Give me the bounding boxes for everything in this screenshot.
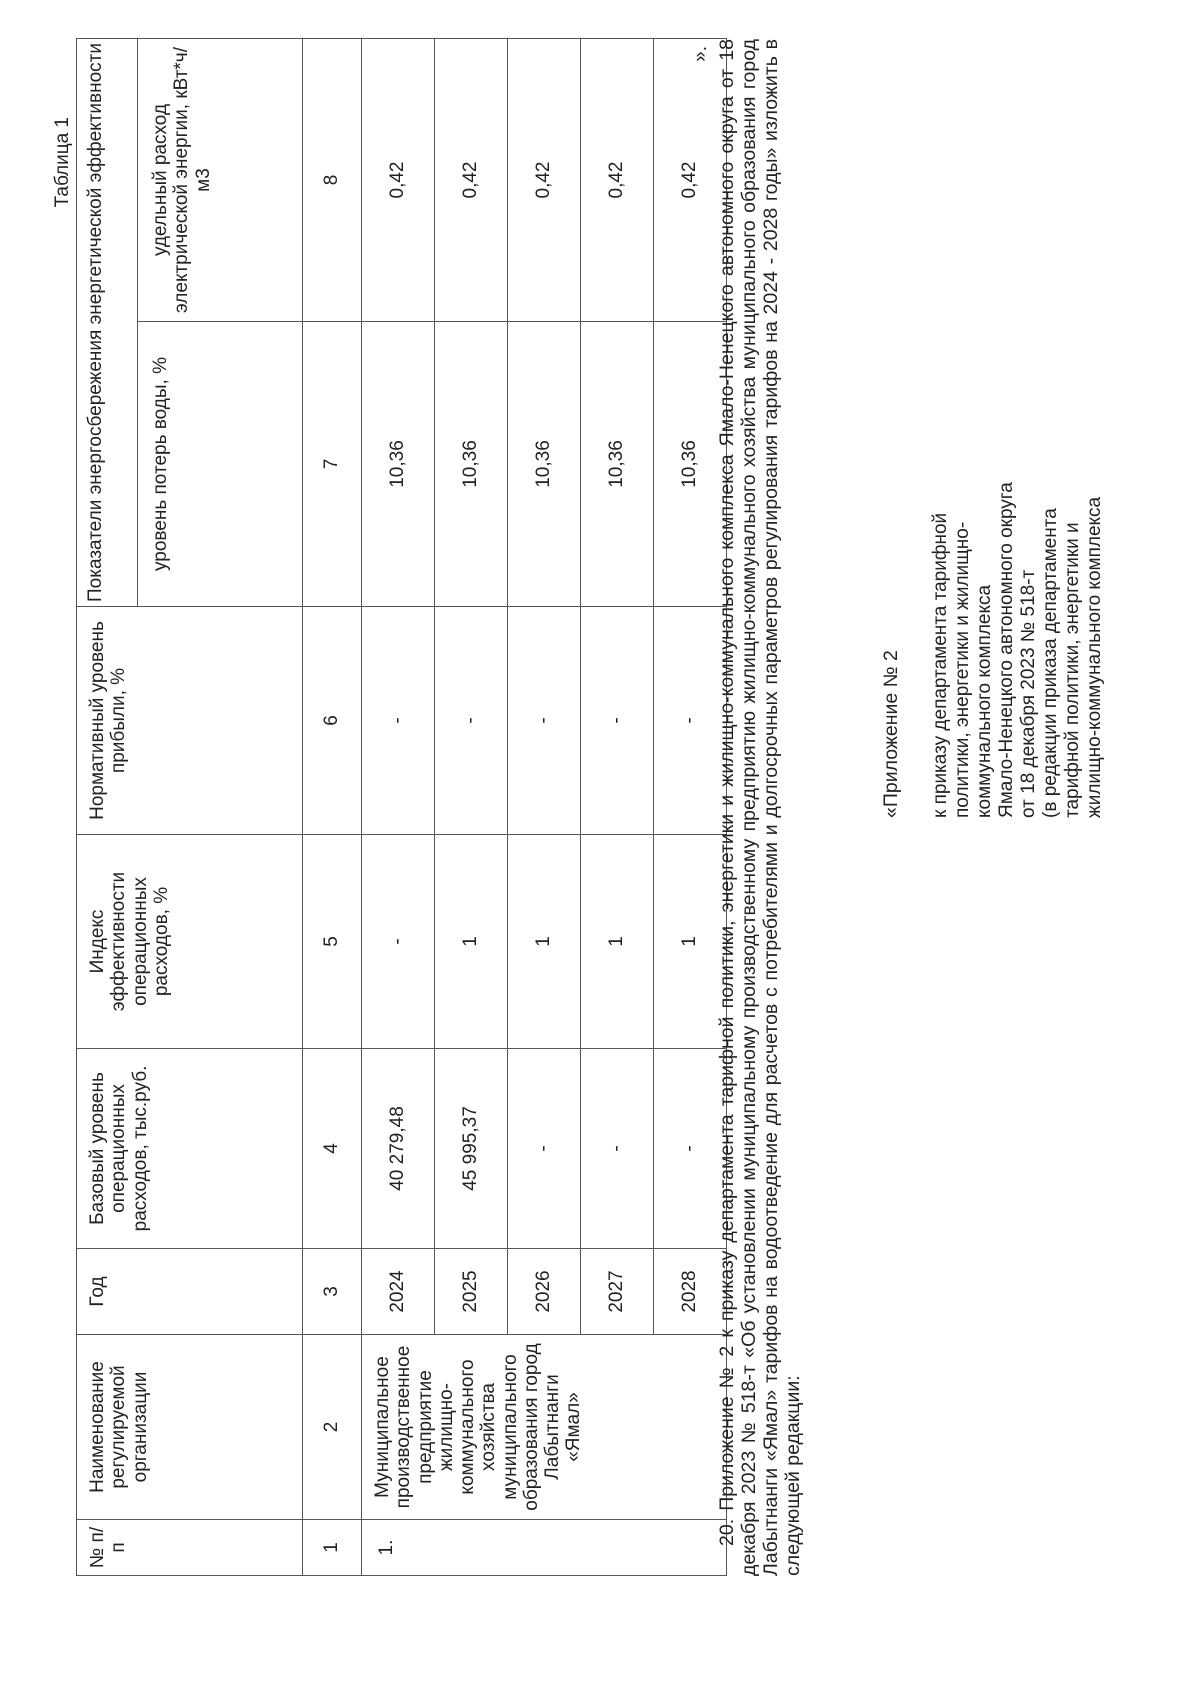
electricity-use-cell: 0,42 [581,38,654,321]
profit-level-cell: - [362,607,435,835]
base-costs-cell: - [581,1049,654,1249]
water-loss-cell: 10,36 [654,322,727,607]
year-cell: 2028 [654,1249,727,1335]
col-number: 5 [303,835,362,1049]
header-num: № п/п [77,1520,303,1576]
appendix-line: от 18 декабря 2023 № 518-т [1018,569,1039,818]
profit-level-cell: - [508,607,581,835]
year-cell: 2027 [581,1249,654,1335]
base-costs-cell: - [508,1049,581,1249]
profit-level-cell: - [654,607,727,835]
appendix-line: жилищно-коммунального комплекса [1084,496,1105,818]
header-electricity-use: удельный расход электрической энергии, кВт*ч/м3 [138,38,303,321]
table-caption: Таблица 1 [52,117,73,208]
year-cell: 2025 [435,1249,508,1335]
base-costs-cell: 40 279,48 [362,1049,435,1249]
profit-level-cell: - [581,607,654,835]
electricity-use-cell: 0,42 [654,38,727,321]
col-number: 4 [303,1049,362,1249]
electricity-use-cell: 0,42 [362,38,435,321]
profit-level-cell: - [435,607,508,835]
header-base-costs: Базовый уровень операционных расходов, тыс.руб. [77,1049,303,1249]
header-org-name: Наименование регулируемой организации [77,1335,303,1520]
col-number: 2 [303,1335,362,1520]
electricity-use-cell: 0,42 [435,38,508,321]
col-number: 7 [303,322,362,607]
electricity-use-cell: 0,42 [508,38,581,321]
appendix-line: тарифной политики, энергетики и [1062,522,1083,818]
appendix-line: коммунального комплекса [974,584,995,818]
appendix-title: «Приложение № 2 [880,650,902,818]
col-number: 8 [303,38,362,321]
year-cell: 2026 [508,1249,581,1335]
row-index: 1. [362,1520,727,1576]
water-loss-cell: 10,36 [435,322,508,607]
water-loss-cell: 10,36 [362,322,435,607]
body-paragraph: 20. Приложение № 2 к приказу департамента тарифной политики, энергетики и жилищно-коммунального комплекса Ямало-Ненецкого автономного округа от 18 декабря 2023 № 518-т «Об установлении муниципальному производственному предприятию жилищно-коммунального хозяйства муниципального образования город Лабытнанги «Ямал» тарифов на водоотведение для расчетов с потребителями и долгосрочных параметров регулирования тарифов на 2024 - 2028 годы» изложить в следующей редакции: [716,39,804,1576]
tariff-parameters-table [76,38,727,1576]
base-costs-cell: 45 995,37 [435,1049,508,1249]
base-costs-cell: - [654,1049,727,1249]
table-row [362,38,435,1575]
efficiency-index-cell: 1 [581,835,654,1049]
header-efficiency-index: Индекс эффективности операционных расходов, % [77,835,303,1049]
efficiency-index-cell: 1 [654,835,727,1049]
header-year: Год [77,1249,303,1335]
efficiency-index-cell: 1 [435,835,508,1049]
org-name-cell: Муниципальное производственное предприятие жилищно-коммунального хозяйства муниципального образования город Лабытнанги «Ямал» [362,1335,727,1520]
col-number: 3 [303,1249,362,1335]
header-water-loss: уровень потерь воды, % [138,322,303,607]
column-number-row [303,38,362,1575]
header-profit-level: Нормативный уровень прибыли, % [77,607,303,835]
appendix-line: Ямало-Ненецкого автономного округа [996,482,1017,818]
closing-quote: ». [690,46,711,62]
efficiency-index-cell: - [362,835,435,1049]
water-loss-cell: 10,36 [581,322,654,607]
appendix-line: политики, энергетики и жилищно- [952,521,973,818]
appendix-reference [930,298,1106,818]
efficiency-index-cell: 1 [508,835,581,1049]
appendix-line: к приказу департамента тарифной [930,512,951,818]
header-energy-group: Показатели энергосбережения энергетической эффективности [77,38,138,606]
year-cell: 2024 [362,1249,435,1335]
appendix-line: (в редакции приказа департамента [1040,508,1061,818]
water-loss-cell: 10,36 [508,322,581,607]
col-number: 6 [303,607,362,835]
col-number: 1 [303,1520,362,1576]
